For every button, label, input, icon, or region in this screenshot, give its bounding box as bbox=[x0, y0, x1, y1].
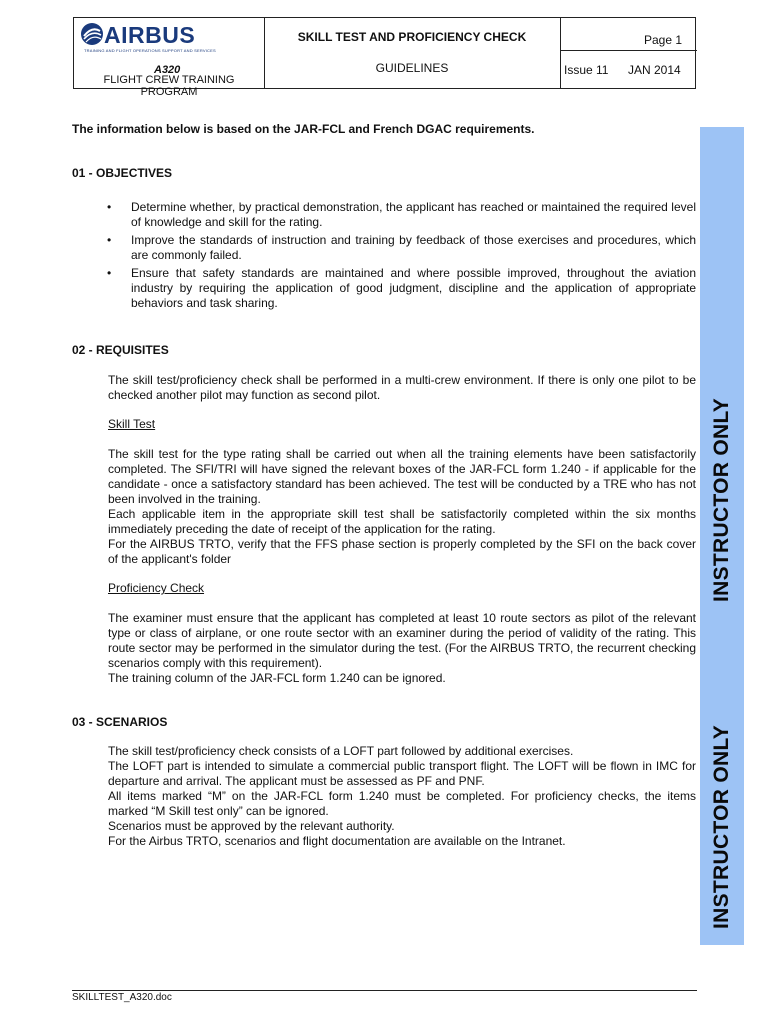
paragraph: Each applicable item in the appropriate skill test shall be satisfactorily completed within the six months immediately preceding the date of receipt of the application for the rating. bbox=[108, 507, 696, 536]
paragraph: The skill test/proficiency check shall be performed in a multi-crew environment. If there is only one pilot to be checked another pilot may function as second pilot. bbox=[108, 373, 696, 402]
logo-wordmark: AIRBUS bbox=[104, 22, 196, 48]
paragraph: For the AIRBUS TRTO, verify that the FFS phase section is properly completed by the SFI on the back cover of the applicant's folder bbox=[108, 537, 696, 566]
paragraph: The skill test/proficiency check consists of a LOFT part followed by additional exercises. bbox=[108, 744, 574, 758]
footer-divider bbox=[72, 990, 697, 991]
objectives-list bbox=[107, 200, 696, 314]
header-divider bbox=[560, 18, 561, 88]
sidebar-label-bottom: INSTRUCTOR ONLY bbox=[710, 724, 733, 930]
paragraph: The LOFT part is intended to simulate a commercial public transport flight. The LOFT will be flown in IMC for departure and arrival. The applicant must be assessed as PF and PNF. bbox=[108, 759, 696, 788]
aircraft-model: A320 bbox=[154, 64, 181, 76]
section-heading-requisites: 02 - REQUISITES bbox=[72, 343, 169, 357]
issue-number: Issue 11 bbox=[564, 63, 609, 77]
list-item: • Ensure that safety standards are maintained and where possible improved, throughout the aviation industry by requiring the application of good judgment, discipline and the application of appropriate behaviors and task sharing. bbox=[107, 266, 696, 311]
paragraph: The skill test for the type rating shall be carried out when all the training elements have been satisfactorily completed. The SFI/TRI will have signed the relevant boxes of the JAR-FCL form 1.240 - if applicable for the candidate - once a satisfactory standard has been achieved. The test will be conducted by a TRE who has not been involved in the training. bbox=[108, 447, 696, 506]
airbus-logo bbox=[78, 21, 264, 61]
instructor-only-sidebar bbox=[700, 127, 744, 945]
document-title: SKILL TEST AND PROFICIENCY CHECK bbox=[297, 30, 527, 44]
section-heading-scenarios: 03 - SCENARIOS bbox=[72, 715, 168, 729]
paragraph: For the Airbus TRTO, scenarios and flight documentation are available on the Intranet. bbox=[108, 834, 566, 848]
document-subtitle: GUIDELINES bbox=[375, 61, 449, 75]
paragraph: The examiner must ensure that the applicant has completed at least 10 route sectors as pilot of the relevant type or class of airplane, or one route sector with an examiner during the period of validity of the rating. This route sector may be performed in the simulator during the test. (For the AIRBUS TRTO, the recurrent checking scenarios comply with this requirement). bbox=[108, 611, 696, 670]
airbus-swirl-icon bbox=[80, 22, 104, 46]
issue-date: JAN 2014 bbox=[628, 63, 681, 77]
subheading-proficiency-check: Proficiency Check bbox=[108, 581, 205, 595]
paragraph: All items marked “M” on the JAR-FCL form 1.240 must be completed. For proficiency checks, the items marked “M Skill test only” can be ignored. bbox=[108, 789, 696, 818]
subheading-skill-test: Skill Test bbox=[108, 417, 156, 431]
paragraph: Scenarios must be approved by the relevant authority. bbox=[108, 819, 395, 833]
program-name: FLIGHT CREW TRAINING PROGRAM bbox=[103, 74, 235, 98]
document-header bbox=[73, 17, 696, 98]
footer-filename: SKILLTEST_A320.doc bbox=[72, 992, 172, 1003]
section-heading-objectives: 01 - OBJECTIVES bbox=[72, 166, 173, 180]
list-item: • Improve the standards of instruction and training by feedback of those exercises and procedures, which are commonly failed. bbox=[107, 233, 696, 263]
logo-tagline: TRAINING AND FLIGHT OPERATIONS SUPPORT AND SERVICES bbox=[84, 48, 216, 53]
page-number: Page 1 bbox=[644, 33, 683, 47]
paragraph: The training column of the JAR-FCL form 1.240 can be ignored. bbox=[108, 671, 446, 685]
intro-statement: The information below is based on the JAR-FCL and French DGAC requirements. bbox=[72, 122, 535, 136]
sidebar-label-top: INSTRUCTOR ONLY bbox=[710, 397, 733, 603]
list-item: • Determine whether, by practical demonstration, the applicant has reached or maintained the required level of knowledge and skill for the rating. bbox=[107, 200, 696, 230]
header-divider bbox=[264, 18, 265, 88]
header-divider bbox=[560, 50, 697, 51]
